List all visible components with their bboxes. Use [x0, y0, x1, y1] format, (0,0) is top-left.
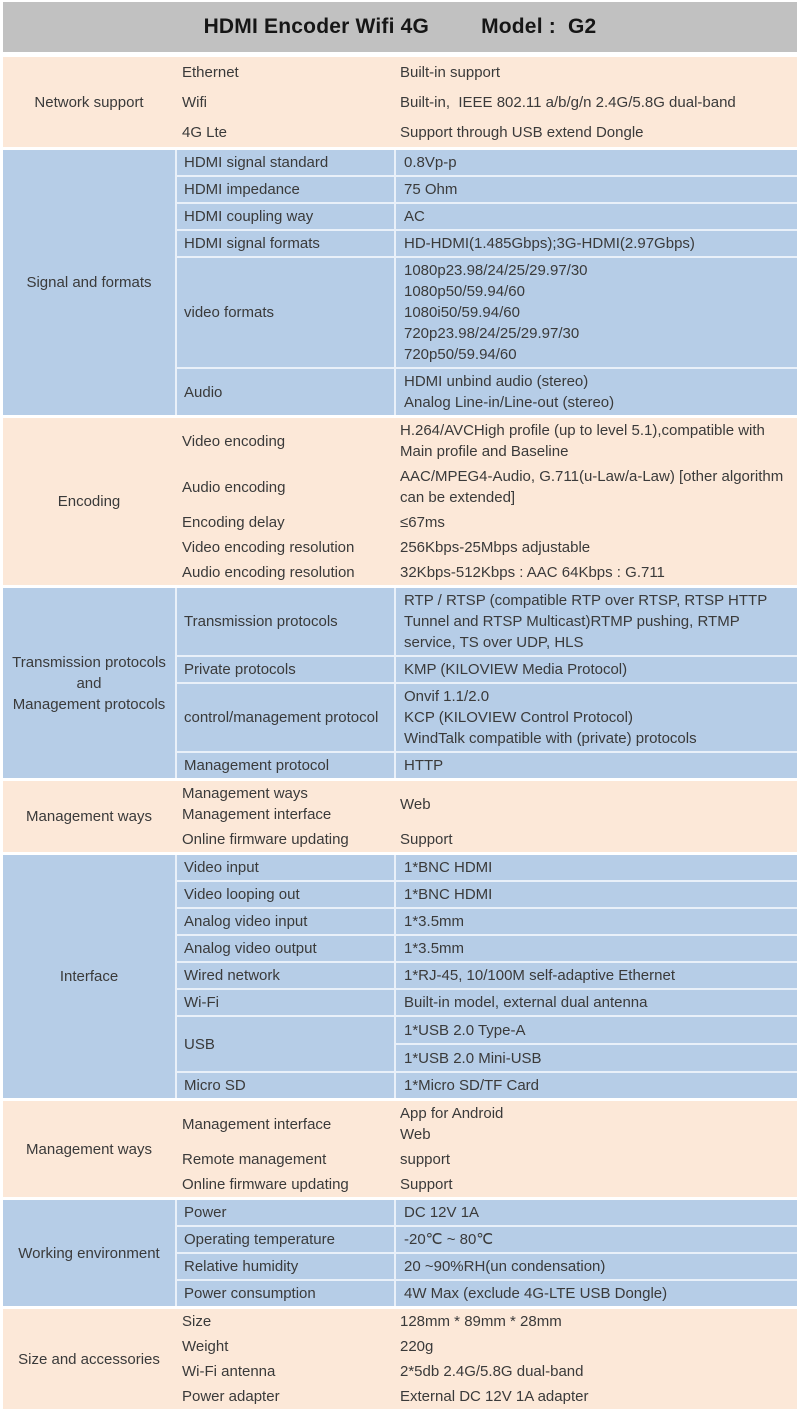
table-row: [175, 510, 797, 535]
spec-label: Private protocols: [177, 657, 394, 682]
table-row: [177, 882, 797, 907]
spec-value: 1*BNC HDMI: [396, 855, 797, 880]
spec-value: DC 12V 1A: [396, 1200, 797, 1225]
usb-values: [396, 1017, 797, 1071]
table-row: [177, 1073, 797, 1098]
section-encoding: [3, 418, 797, 585]
table-row: [175, 1101, 797, 1147]
spec-value: 4W Max (exclude 4G-LTE USB Dongle): [396, 1281, 797, 1306]
table-row: [175, 464, 797, 510]
category-cell: Size and accessories: [3, 1309, 175, 1409]
section-management-ways-2: [3, 1101, 797, 1197]
spec-label: Video encoding: [175, 418, 392, 464]
spec-value: H.264/AVCHigh profile (up to level 5.1),compatible with Main profile and Baseline: [392, 418, 797, 464]
spec-value: Web: [392, 781, 797, 827]
spec-value: 1*RJ-45, 10/100M self-adaptive Ethernet: [396, 963, 797, 988]
table-row: [175, 1309, 797, 1334]
category-cell: Management ways: [3, 781, 175, 852]
spec-label: Analog video input: [177, 909, 394, 934]
section-rows: [175, 418, 797, 585]
spec-value: Built-in model, external dual antenna: [396, 990, 797, 1015]
spec-label: Management protocol: [177, 753, 394, 778]
spec-label: Remote management: [175, 1147, 392, 1172]
spec-value: 1*Micro SD/TF Card: [396, 1073, 797, 1098]
spec-label: Online firmware updating: [175, 827, 392, 852]
table-row: [177, 177, 797, 202]
table-row: [177, 909, 797, 934]
table-row: [177, 1227, 797, 1252]
spec-value: Support through USB extend Dongle: [392, 117, 797, 147]
spec-label: HDMI coupling way: [177, 204, 394, 229]
section-working-environment: [3, 1200, 797, 1306]
table-row: [175, 87, 797, 117]
section-network-support: [3, 57, 797, 147]
spec-value: ≤67ms: [392, 510, 797, 535]
table-row: [175, 1172, 797, 1197]
spec-value: AC: [396, 204, 797, 229]
spec-label: Wired network: [177, 963, 394, 988]
spec-label: Ethernet: [175, 57, 392, 87]
section-rows: [177, 150, 797, 415]
spec-value: 20 ~90%RH(un condensation): [396, 1254, 797, 1279]
section-rows: [175, 1101, 797, 1197]
table-row: [175, 1147, 797, 1172]
spec-value: 1*3.5mm: [396, 936, 797, 961]
spec-label: Power adapter: [175, 1384, 392, 1409]
section-rows: [177, 588, 797, 778]
spec-label: Audio encoding resolution: [175, 560, 392, 585]
spec-value: External DC 12V 1A adapter: [392, 1384, 797, 1409]
spec-label: Video input: [177, 855, 394, 880]
spec-label: Wi-Fi antenna: [175, 1359, 392, 1384]
category-cell: Encoding: [3, 418, 175, 585]
section-rows: [177, 1200, 797, 1306]
spec-label: Relative humidity: [177, 1254, 394, 1279]
spec-label: 4G Lte: [175, 117, 392, 147]
section-management-ways-1: [3, 781, 797, 852]
table-row: [175, 535, 797, 560]
spec-value: 1*USB 2.0 Type-A: [396, 1017, 797, 1043]
spec-value: 32Kbps-512Kbps : AAC 64Kbps : G.711: [392, 560, 797, 585]
spec-label: Online firmware updating: [175, 1172, 392, 1197]
spec-label: Analog video output: [177, 936, 394, 961]
table-row: [177, 936, 797, 961]
spec-value: Support: [392, 1172, 797, 1197]
spec-label: Operating temperature: [177, 1227, 394, 1252]
spec-value: HDMI unbind audio (stereo) Analog Line-in/Line-out (stereo): [396, 369, 797, 415]
spec-label: Audio: [177, 369, 394, 415]
spec-value: KMP (KILOVIEW Media Protocol): [396, 657, 797, 682]
spec-value: 2*5db 2.4G/5.8G dual-band: [392, 1359, 797, 1384]
spec-value: -20℃ ~ 80℃: [396, 1227, 797, 1252]
spec-value: 256Kbps-25Mbps adjustable: [392, 535, 797, 560]
spec-label: control/management protocol: [177, 684, 394, 751]
spec-label: USB: [177, 1017, 394, 1071]
table-row: [177, 369, 797, 415]
table-row: [175, 827, 797, 852]
table-row: [177, 231, 797, 256]
category-cell: Management ways: [3, 1101, 175, 1197]
table-row: [175, 1334, 797, 1359]
spec-value: 128mm * 89mm * 28mm: [392, 1309, 797, 1334]
table-row: [177, 753, 797, 778]
spec-value: Onvif 1.1/2.0 KCP (KILOVIEW Control Protocol) WindTalk compatible with (private) protocols: [396, 684, 797, 751]
table-row: [177, 258, 797, 367]
section-rows: [177, 855, 797, 1098]
table-row: [175, 117, 797, 147]
spec-value: support: [392, 1147, 797, 1172]
table-row: [177, 963, 797, 988]
spec-value: Built-in, IEEE 802.11 a/b/g/n 2.4G/5.8G dual-band: [392, 87, 797, 117]
spec-value: 1*BNC HDMI: [396, 882, 797, 907]
spec-value: 1*USB 2.0 Mini-USB: [396, 1045, 797, 1071]
section-size-and-accessories: [3, 1309, 797, 1409]
section-interface: [3, 855, 797, 1098]
section-transmission-protocols: [3, 588, 797, 778]
spec-label: HDMI signal formats: [177, 231, 394, 256]
table-row: [177, 1200, 797, 1225]
spec-value: 75 Ohm: [396, 177, 797, 202]
table-row: [177, 657, 797, 682]
spec-label: Micro SD: [177, 1073, 394, 1098]
table-row: [177, 684, 797, 751]
spec-label: Transmission protocols: [177, 588, 394, 655]
model-label: Model : G2: [481, 15, 597, 38]
table-row-usb: [177, 1017, 797, 1071]
spec-label: video formats: [177, 258, 394, 367]
spec-label: Wi-Fi: [177, 990, 394, 1015]
spec-label: Management interface: [175, 1101, 392, 1147]
spec-label: Video looping out: [177, 882, 394, 907]
spec-label: Wifi: [175, 87, 392, 117]
category-cell: Transmission protocols and Management protocols: [3, 588, 175, 778]
category-cell: Signal and formats: [3, 150, 175, 415]
table-row: [177, 855, 797, 880]
spec-value: App for Android Web: [392, 1101, 797, 1147]
section-rows: [175, 1309, 797, 1409]
spec-label: Video encoding resolution: [175, 535, 392, 560]
spec-label: HDMI impedance: [177, 177, 394, 202]
spec-label: Encoding delay: [175, 510, 392, 535]
table-row: [175, 1359, 797, 1384]
table-row: [177, 990, 797, 1015]
spec-value: RTP / RTSP (compatible RTP over RTSP, RTSP HTTP Tunnel and RTSP Multicast)RTMP pushing, RTMP service, TS over UDP, HLS: [396, 588, 797, 655]
spec-value: Support: [392, 827, 797, 852]
spec-label: Weight: [175, 1334, 392, 1359]
page-title: HDMI Encoder Wifi 4G: [203, 15, 430, 38]
table-row: [177, 1281, 797, 1306]
category-cell: Network support: [3, 57, 175, 147]
table-row: [177, 150, 797, 175]
table-row: [177, 588, 797, 655]
title-bar: [3, 2, 797, 52]
section-rows: [175, 57, 797, 147]
spec-value: 1080p23.98/24/25/29.97/30 1080p50/59.94/60 1080i50/59.94/60 720p23.98/24/25/29.97/30 720p50/59.94/60: [396, 258, 797, 367]
table-row: [175, 1384, 797, 1409]
table-row: [175, 560, 797, 585]
spec-value: 1*3.5mm: [396, 909, 797, 934]
table-row: [177, 1254, 797, 1279]
section-signal-and-formats: [3, 150, 797, 415]
spec-label: Size: [175, 1309, 392, 1334]
spec-label: Power consumption: [177, 1281, 394, 1306]
table-row: [175, 781, 797, 827]
spec-value: Built-in support: [392, 57, 797, 87]
category-cell: Working environment: [3, 1200, 175, 1306]
table-row: [177, 204, 797, 229]
spec-value: 0.8Vp-p: [396, 150, 797, 175]
spec-label: Audio encoding: [175, 464, 392, 510]
table-row: [175, 57, 797, 87]
table-row: [175, 418, 797, 464]
spec-value: HTTP: [396, 753, 797, 778]
spec-value: AAC/MPEG4-Audio, G.711(u-Law/a-Law) [other algorithm can be extended]: [392, 464, 797, 510]
category-cell: Interface: [3, 855, 175, 1098]
spec-label: HDMI signal standard: [177, 150, 394, 175]
spec-value: 220g: [392, 1334, 797, 1359]
spec-label: Management ways Management interface: [175, 781, 392, 827]
spec-value: HD-HDMI(1.485Gbps);3G-HDMI(2.97Gbps): [396, 231, 797, 256]
spec-label: Power: [177, 1200, 394, 1225]
section-rows: [175, 781, 797, 852]
